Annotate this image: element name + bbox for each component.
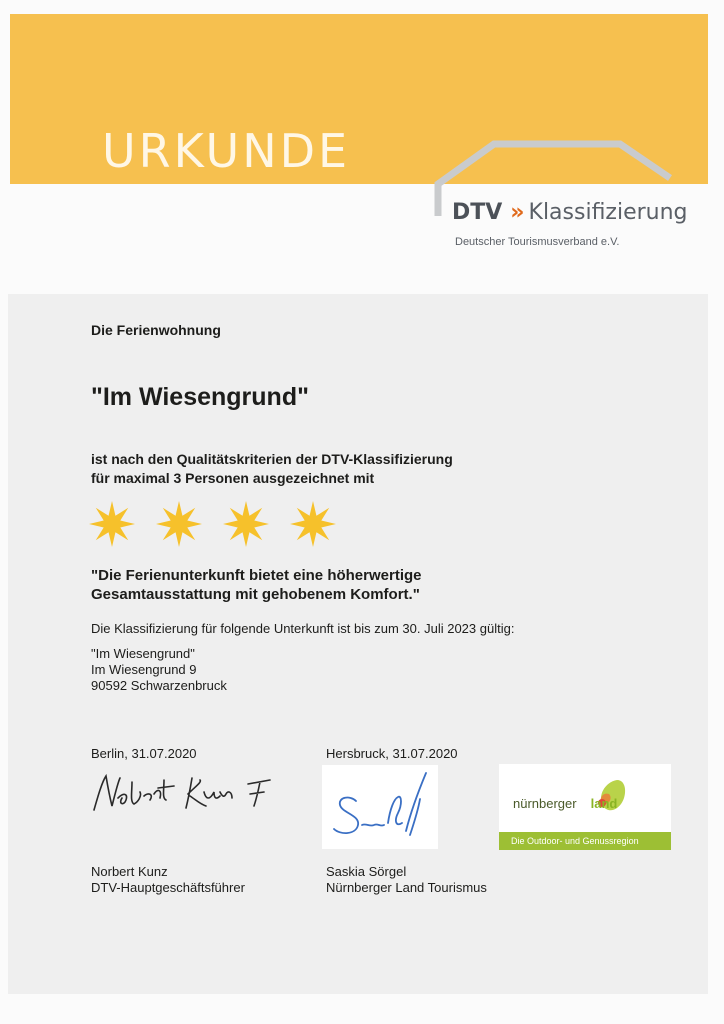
star-icon <box>289 500 337 548</box>
address-line: "Im Wiesengrund" <box>91 646 195 661</box>
right-signature-area <box>322 765 438 849</box>
left-signer-role: DTV-Hauptgeschäftsführer <box>91 880 245 895</box>
star-icon <box>222 500 270 548</box>
criteria-line-1: ist nach den Qualitätskriterien der DTV-Klassifizierung <box>91 451 453 467</box>
address-line: 90592 Schwarzenbruck <box>91 678 227 693</box>
right-signature <box>322 765 438 849</box>
accommodation-type: Die Ferienwohnung <box>91 322 221 338</box>
partner-name-part2: land <box>590 796 618 811</box>
chevron-icon: » <box>510 200 521 225</box>
right-place-date: Hersbruck, 31.07.2020 <box>326 746 458 761</box>
criteria-text <box>91 450 453 488</box>
rating-description-line-2: Gesamtausstattung mit gehobenem Komfort." <box>91 586 420 603</box>
dtv-subtitle: Deutscher Tourismusverband e.V. <box>455 236 620 248</box>
address-line: Im Wiesengrund 9 <box>91 662 197 677</box>
address-block <box>91 646 227 694</box>
accommodation-name: "Im Wiesengrund" <box>91 383 309 411</box>
dtv-logo-classification: Klassifizierung <box>528 200 688 225</box>
criteria-line-2: für maximal 3 Personen ausgezeichnet mit <box>91 470 375 486</box>
left-signer-name: Norbert Kunz <box>91 864 168 879</box>
right-signer-role: Nürnberger Land Tourismus <box>326 880 487 895</box>
nuernberger-land-logo <box>499 764 671 850</box>
star-rating <box>88 500 337 548</box>
left-place-date: Berlin, 31.07.2020 <box>91 746 197 761</box>
right-signer <box>326 864 487 896</box>
rating-description-line-1: "Die Ferienunterkunft bietet eine höherwertige <box>91 567 422 584</box>
validity-text: Die Klassifizierung für folgende Unterkunft ist bis zum 30. Juli 2023 gültig: <box>91 621 515 636</box>
left-signer <box>91 864 245 896</box>
partner-logo-text <box>513 796 617 811</box>
partner-name-part1: nürnberger <box>513 796 577 811</box>
left-signature <box>88 768 298 818</box>
partner-tagline: Die Outdoor- und Genussregion <box>499 832 671 850</box>
dtv-logo <box>452 200 688 225</box>
star-icon <box>88 500 136 548</box>
right-signer-name: Saskia Sörgel <box>326 864 407 879</box>
star-icon <box>155 500 203 548</box>
certificate-title: URKUNDE <box>102 124 351 178</box>
dtv-logo-text: DTV <box>452 200 503 225</box>
rating-description <box>91 566 422 604</box>
